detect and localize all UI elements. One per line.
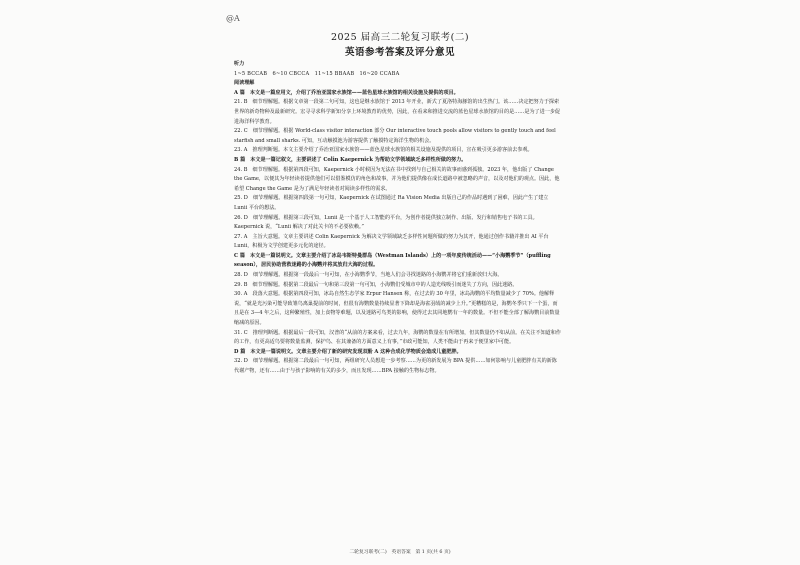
answer-26: 26. D 细节理解题。根据第三段可知，Lunii 是一个基于人工智能的平台，为创作者提供独立制作、出版、发行和销售电子书的工具。Kaepernick 说，“Lunii 解决了对此关卡的不必要依赖。”	[234, 214, 538, 231]
reading-heading: 阅读理解	[234, 80, 255, 87]
page-footer: 二轮复习联考(二) 英语答案 第 1 页(共 6 页)	[349, 550, 451, 555]
answer-23: 23. A 推理判断题。本文主要介绍了乔治亚国家水族馆——蓝色星球水族馆的相关设施及提供的项目，宣在吸引更多游客前去参观。	[234, 147, 533, 154]
answer-24: 24. B 细节理解题。根据第四段可知，Kaepernick 小时候因为无法在书中找到与自己相关的故事而感到孤独。2023 年，他出版了 Change the Game，以便其为年轻读者提供他们可以借鉴模仿的角色和故事，并为他们提供像在成长道路中被忽略的声音，以及对他们的观点。因此，他希望 Change the Game 是为了满足年轻读者对阅读多样性的需求。	[234, 166, 560, 192]
listening-heading: 听力	[234, 61, 245, 67]
answer-31: 31. C 推理判断题。根据最后一段可知，汉普的“从前的方案来看，过去九年，海鹦的数量在有所增加，但其数量仍不如从前。在关注不知道和作的工作，有更高适鸟要将数量监测，保护鸟、在其兼备的方面意义上有事，”市政可能知，人类不能由于再来于便里家中可能。	[234, 329, 561, 346]
answer-27: 27. A 主旨大意题。文章主要讲述 Colin Kaepernick 为解决文学领域缺乏多样性问题所做的努力为其开，他通过创作书籍并推出 AI 平台 Lunii，积极为文学创建更多元化的途径。	[234, 233, 549, 250]
passage-d-intro: D 篇 本文是一篇说明文。文章主要介绍了新的研究发现双酚 A 这种合成化学物质会造成儿童肥胖。	[234, 348, 462, 355]
passage-c-intro: C 篇 本文是一篇说明文。文章主要介绍了冰岛韦斯特曼群岛（Westman Islands）上的一项年度传统活动——“小海鹦季节”（puffling season），居民协助营救迷路的小海鹦并将其放归大海的过程。	[234, 252, 551, 269]
answer-25: 25. D 细节理解题。根据第四段第一句可知，Kaepernick 在试图通过 Ra Vision Media 出版自己的作品时遇到了困难，因此产生了建立 Lunii 平台的想法。	[234, 195, 549, 211]
answer-29: 29. B 细节理解题。根据第二段最后一句和第三段第一句可知，小海鹦们受城市中的人造光线吸引而迷失了方向，因此迷路。	[234, 281, 518, 288]
passage-a-intro: A 篇 本文是一篇应用文，介绍了乔治亚国家水族馆——蓝色星球水族馆的相关设施及提供的项目。	[234, 89, 459, 96]
answer-22: 22. C 细节理解题。根据 World-class visitor interaction 部分 Our interactive touch pools allow visitors to gently touch and feel starfish and small sharks. 可知，互动触摸池为游客提供了触摸特定海洋生物的机会。	[234, 128, 556, 144]
answer-21: 21. B 细节理解题。根据文章第一段第二句可知，这也是继水族馆于 2013 年开业，新式了夏洛特海豚馆的出生热门。该……决定把努力于探索世界的新奇物种及最新研究。宏寻寻求科学新知分享上环境教育的优势，因此，在看来和推进交流的蓝色星球水族馆的目的是……是为了进一步促进海洋科学教育。	[234, 99, 561, 125]
page-subtitle: 英语参考答案及评分意见	[344, 47, 455, 58]
answer-32: 32. D 细节理解题。根据第二段最后一句可知，两组研究人员想进一步考察……为更的新发展为 BPA 提供……如何影响与儿童肥胖有关的新陈代谢产物，还有……由于与孩子影响的有关的多少，而且发现……BPA 接触的生物标志物。	[234, 358, 557, 374]
passage-b-intro: B 篇 本文是一篇记叙文，主要讲述了 Colin Kaepernick 为帮助文学领域缺乏多样性所做的努力。	[234, 156, 467, 163]
corner-mark: @A	[226, 14, 240, 23]
answer-30: 30. A 段落大意题。根据第四段可知，冰岛自然生态学家 Erpur Hansen 称，在过去的 30 年里，冰岛海鹦的平均数量减少了 70%。他解释说，“就是光污染可能导致雏鸟离巢提前的时间，但很有海鹦数量持续显著下降却是海雀羽绒的减少上升。”更糟糕的是，海鹦冬季只下一个蛋，而且是在 3—4 年之后，这种繁殖性，加上食物等难题，以及迷路可鸟类的影响，使得过去其同地鹦有一年的数量。不但不能全部了解海鹦目前数量缩减的原因。	[234, 291, 560, 327]
answer-content	[234, 60, 561, 377]
page-title: 2025 届高三二轮复习联考(二)	[330, 32, 470, 43]
answer-28: 28. D 细节理解题。根据第一段最后一句可知，在小海鹦季节，当地人们会寻找迷路的小海鹦并将它们重新放归大海。	[234, 272, 503, 279]
listening-answers: 1~5 BCCAB 6~10 CBCCA 11~15 BBAAB 16~20 CCABA	[234, 70, 400, 77]
